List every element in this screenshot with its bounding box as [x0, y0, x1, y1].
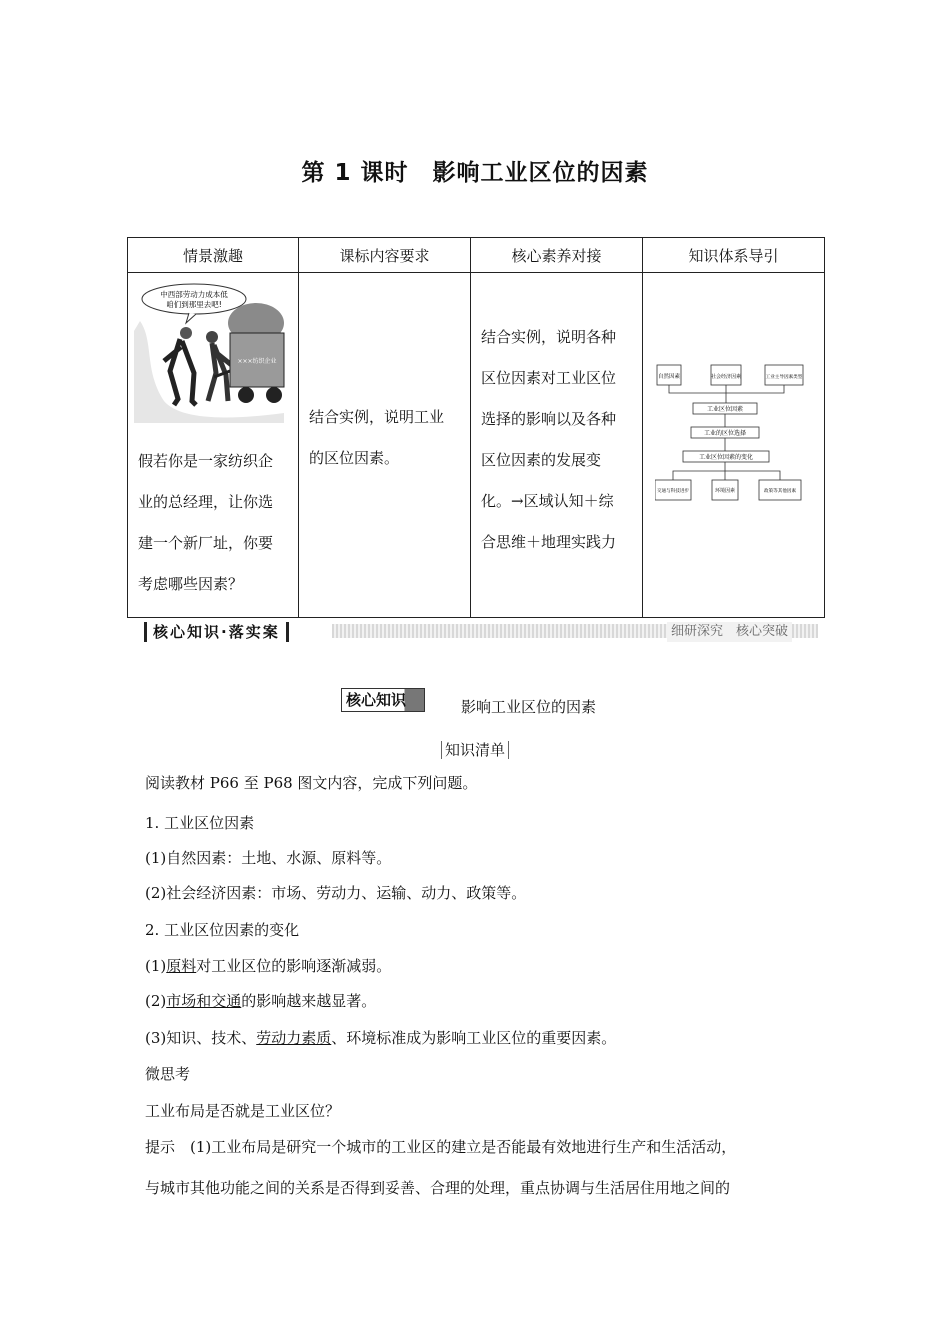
section-banner: [144, 622, 818, 642]
question: 工业布局是否就是工业区位？: [145, 1102, 341, 1120]
intro-line: 阅读教材 P66 至 P68 图文内容，完成下列问题。: [145, 774, 478, 792]
diag-change: 工业区位因素的变化: [698, 454, 754, 461]
header-scenario: 情景激趣: [128, 238, 299, 273]
literacy-text-1: 结合实例，说明各种: [481, 328, 617, 346]
scenario-text-2: 业的总经理，让你选: [138, 493, 274, 511]
heading-2: 2. 工业区位因素的变化: [145, 921, 300, 939]
scenario-cell: [128, 273, 299, 618]
item-2-2: (2)市场和交通的影响越来越显著。: [145, 992, 377, 1010]
speech-line-2: 咱们到那里去吧!: [166, 300, 222, 309]
literacy-text-4: 区位因素的发展变: [481, 451, 602, 469]
cart-label: ×××纺织企业: [237, 358, 277, 365]
item-1-2: (2)社会经济因素：市场、劳动力、运输、动力、政策等。: [145, 884, 527, 902]
think-label: 微思考: [145, 1065, 191, 1083]
scenario-text-1: 假若你是一家纺织企: [138, 452, 274, 470]
answer-3: 劳动力素质: [256, 1029, 332, 1047]
diag-choice: 工业的区位选择: [703, 430, 747, 437]
item-1-1: (1)自然因素：土地、水源、原料等。: [145, 849, 392, 867]
banner-subtitle: 细研深究 核心突破: [667, 622, 792, 642]
literacy-text-5: 化。→区域认知＋综: [481, 492, 614, 510]
standard-text-1: 结合实例，说明工业: [309, 408, 445, 426]
diag-natural: 自然因素: [657, 374, 681, 380]
header-literacy: 核心素养对接: [471, 238, 643, 273]
hint-line-1: 提示 (1)工业布局是研究一个城市的工业区的建立是否能最有效地进行生产和生活活动，: [145, 1138, 737, 1156]
page-title: 第 1 课时 影响工业区位的因素: [301, 160, 649, 186]
hint-line-2: 与城市其他功能之间的关系是否得到妥善、合理的处理，重点协调与生活居住用地之间的: [145, 1179, 731, 1197]
list-label: [0, 739, 950, 760]
literacy-cell: [471, 273, 643, 618]
diag-leading: 工业主导因素类型: [765, 375, 803, 380]
diag-environment: 环境因素: [714, 488, 736, 494]
section-heading: [341, 688, 597, 716]
scenario-text-3: 建一个新厂址，你要: [138, 534, 274, 552]
header-standard: 课标内容要求: [299, 238, 471, 273]
item-2-1: (1)原料对工业区位的影响逐渐减弱。: [145, 957, 392, 975]
speech-line-1: 中西部劳动力成本低: [160, 290, 228, 299]
literacy-text-2: 区位因素对工业区位: [481, 369, 617, 387]
answer-1: 原料: [166, 957, 197, 975]
guide-cell: [643, 273, 825, 618]
scenario-text-4: 考虑哪些因素？: [138, 575, 244, 593]
section-title: 影响工业区位的因素: [461, 698, 597, 716]
banner-title: 核心知识·落实案: [144, 622, 289, 642]
item-2-3: (3)知识、技术、劳动力素质、环境标准成为影响工业区位的重要因素。: [145, 1029, 617, 1047]
standard-cell: [299, 273, 471, 618]
section-badge: 核心知识: [341, 688, 425, 712]
heading-1: 1. 工业区位因素: [145, 814, 255, 832]
literacy-text-3: 选择的影响以及各种: [481, 410, 617, 428]
diag-transport: 交通与科技进步: [656, 489, 690, 494]
answer-2: 市场和交通: [166, 992, 242, 1010]
knowledge-diagram: [655, 363, 805, 503]
diag-factors: 工业区位因素: [706, 406, 744, 413]
header-guide: 知识体系导引: [643, 238, 825, 273]
intro-table: [127, 237, 825, 618]
diag-policy: 政策等其他因素: [763, 489, 797, 494]
diag-social: 社会经济因素: [710, 374, 742, 380]
list-label-text: 知识清单: [441, 741, 509, 759]
cartoon-image: [134, 281, 290, 423]
standard-text-2: 的区位因素。: [309, 449, 400, 467]
literacy-text-6: 合思维＋地理实践力: [481, 533, 617, 551]
